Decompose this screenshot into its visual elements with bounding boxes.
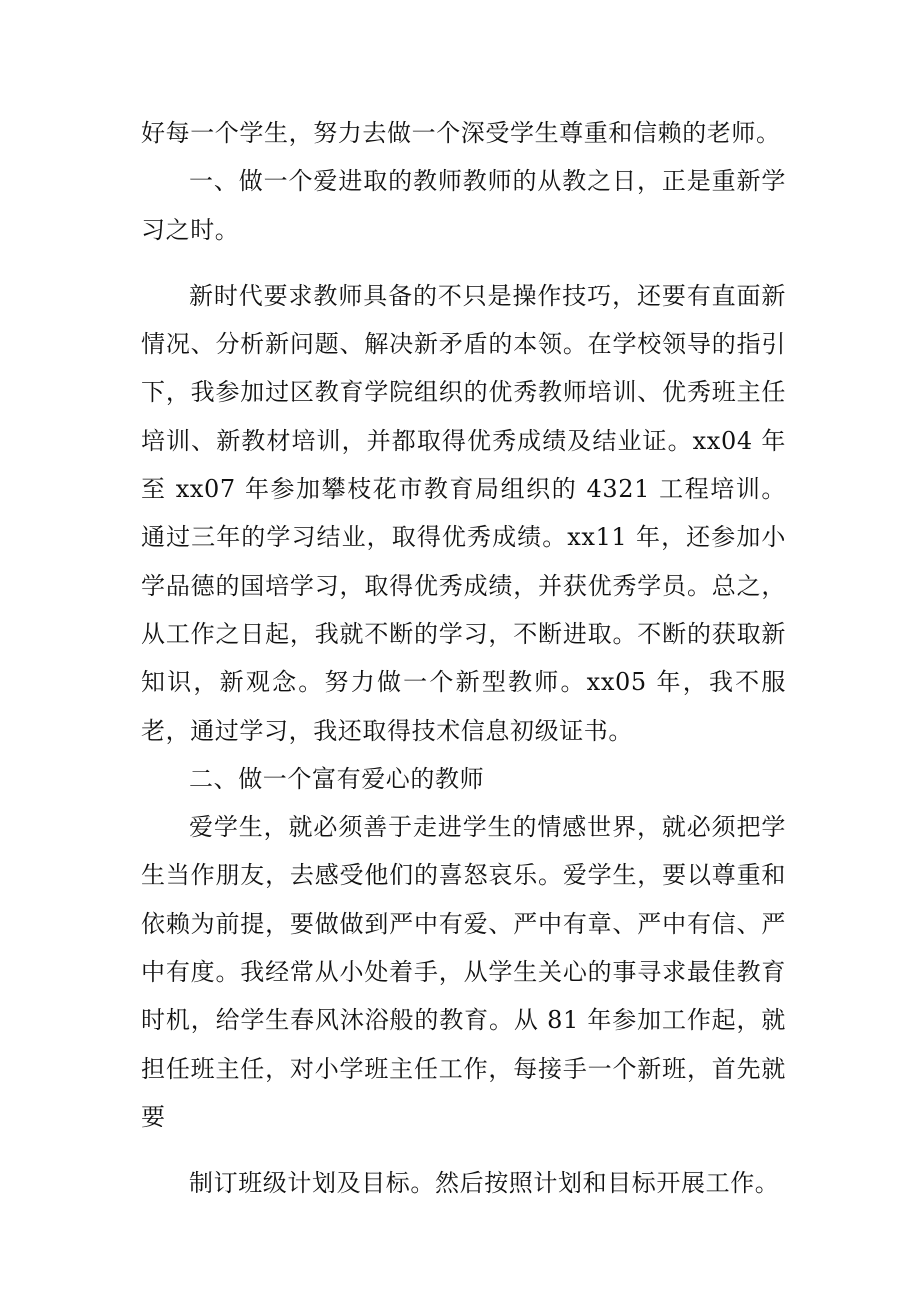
paragraph-section-one-heading: 一、做一个爱进取的教师教师的从教之日，正是重新学习之时。 xyxy=(141,167,786,244)
paragraph-section-one-body: 新时代要求教师具备的不只是操作技巧，还要有直面新情况、分析新问题、解决新矛盾的本领。在学校领导的指引下，我参加过区教育学院组织的优秀教师培训、优秀班主任培训、新教材培训，并都取得优秀成绩及结业证。xx04 年至 xx07 年参加攀枝花市教育局组织的 4321 工程培训。通过三年的学习结业，取得优秀成绩。xx11 年，还参加小学品德的国培学习，取得优秀成绩，并获优秀学员。总之，从工作之日起，我就不断的学习，不断进取。不断的获取新知识，新观念。努力做一个新型教师。xx05 年，我不服老，通过学习，我还取得技术信息初级证书。 xyxy=(141,281,786,745)
paragraph-final: 制订班级计划及目标。然后按照计划和目标开展工作。 xyxy=(189,1169,780,1198)
paragraph-section-two-heading: 二、做一个富有爱心的教师 xyxy=(189,764,485,793)
document-body xyxy=(141,109,786,1208)
paragraph-continuation: 好每一个学生，努力去做一个深受学生尊重和信赖的老师。 xyxy=(141,119,781,147)
paragraph-section-two-body: 爱学生，就必须善于走进学生的情感世界，就必须把学生当作朋友，去感受他们的喜怒哀乐。爱学生，要以尊重和依赖为前提，要做做到严中有爱、严中有章、严中有信、严中有度。我经常从小处着手，从学生关心的事寻求最佳教育时机，给学生春风沐浴般的教育。从 81 年参加工作起，就担任班主任，对小学班主任工作，每接手一个新班，首先就要 xyxy=(141,813,786,1131)
